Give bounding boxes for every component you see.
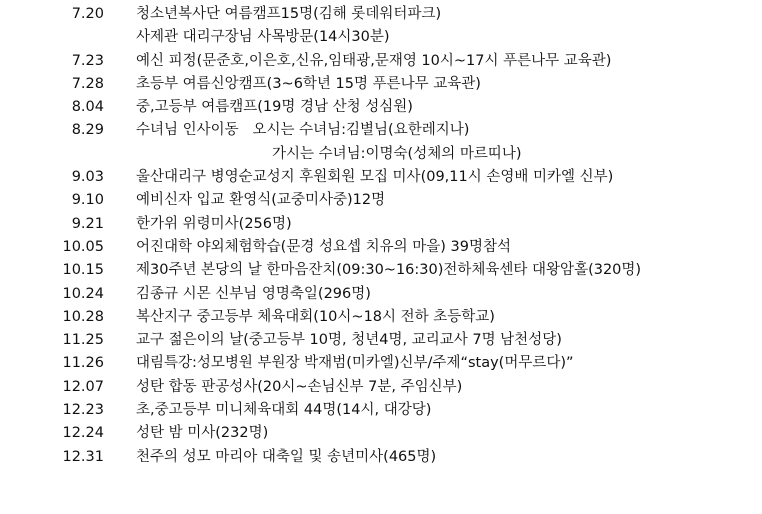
entry-row [0, 329, 762, 352]
entry-row [0, 213, 762, 236]
entry-row [0, 50, 762, 73]
entry-date: 9.21 [71, 215, 104, 232]
entry-text: 예비신자 입교 환영식(교중미사중)12명 [136, 192, 386, 209]
entry-row [0, 352, 762, 375]
entry-date: 12.07 [62, 378, 104, 395]
event-log [0, 3, 762, 469]
entry-date: 10.15 [62, 262, 104, 279]
entry-text: 성탄 합동 판공성사(20시~손님신부 7분, 주임신부) [136, 378, 463, 395]
entry-text: 중,고등부 여름캠프(19명 경남 산청 성심원) [136, 99, 413, 116]
entry-text: 초등부 여름신앙캠프(3~6학년 15명 푸른나무 교육관) [136, 75, 481, 92]
entry-row [0, 446, 762, 469]
entry-row [0, 3, 762, 26]
entry-date: 10.24 [62, 285, 104, 302]
entry-text: 성탄 밤 미사(232명) [136, 425, 269, 442]
entry-date: 11.25 [62, 332, 104, 349]
entry-row [0, 96, 762, 119]
entry-date: 12.24 [62, 425, 104, 442]
entry-row [0, 376, 762, 399]
entry-row [0, 143, 762, 166]
entry-date: 8.04 [71, 99, 104, 116]
entry-row [0, 399, 762, 422]
entry-text: 한가위 위령미사(256명) [136, 215, 292, 232]
entry-text: 어진대학 야외체험학습(문경 성요셉 치유의 마을) 39명참석 [136, 238, 511, 255]
entry-date: 8.29 [71, 122, 104, 139]
entry-text: 김종규 시몬 신부님 영명축일(296명) [136, 285, 371, 302]
entry-row [0, 422, 762, 445]
entry-text: 대림특강:성모병원 부원장 박재범(미카엘)신부/주제“stay(머무르다)” [136, 355, 574, 372]
entry-date: 12.31 [62, 448, 104, 465]
entry-row [0, 259, 762, 282]
entry-text: 교구 젊은이의 날(중고등부 10명, 청년4명, 교리교사 7명 남천성당) [136, 332, 562, 349]
entry-date: 7.23 [71, 52, 104, 69]
entry-row [0, 236, 762, 259]
entry-text: 청소년복사단 여름캠프15명(김해 롯데워터파크) [136, 6, 442, 22]
entry-text: 복산지구 중고등부 체육대회(10시~18시 전하 초등학교) [136, 308, 495, 325]
entry-text: 수녀님 인사이동 오시는 수녀님:김별님(요한레지나) [136, 122, 470, 139]
entry-row [0, 166, 762, 189]
entry-text: 제30주년 본당의 날 한마음잔치(09:30~16:30)전하체육센타 대왕암홀(320명) [136, 262, 642, 279]
entry-row [0, 306, 762, 329]
entry-text: 초,중고등부 미니체육대회 44명(14시, 대강당) [136, 402, 432, 419]
entry-row [0, 119, 762, 142]
entry-date: 10.05 [62, 238, 104, 255]
entry-row [0, 26, 762, 49]
entry-text: 사제관 대리구장님 사목방문(14시30분) [136, 29, 390, 46]
entry-date: 9.03 [71, 169, 104, 186]
entry-text: 울산대리구 병영순교성지 후원회원 모집 미사(09,11시 손영배 미카엘 신부) [136, 169, 614, 186]
entry-date: 7.20 [71, 6, 104, 22]
entry-date: 9.10 [71, 192, 104, 209]
entry-text: 가시는 수녀님:이명숙(성체의 마르띠나) [272, 145, 522, 162]
entry-row [0, 189, 762, 212]
entry-date: 12.23 [62, 402, 104, 419]
entry-row [0, 73, 762, 96]
entry-text: 천주의 성모 마리아 대축일 및 송년미사(465명) [136, 448, 437, 465]
entry-date: 11.26 [62, 355, 104, 372]
entry-date: 7.28 [71, 75, 104, 92]
entry-row [0, 283, 762, 306]
entry-text: 예신 피정(문준호,이은호,신유,임태광,문재영 10시~17시 푸른나무 교육관) [136, 52, 612, 69]
entry-date: 10.28 [62, 308, 104, 325]
